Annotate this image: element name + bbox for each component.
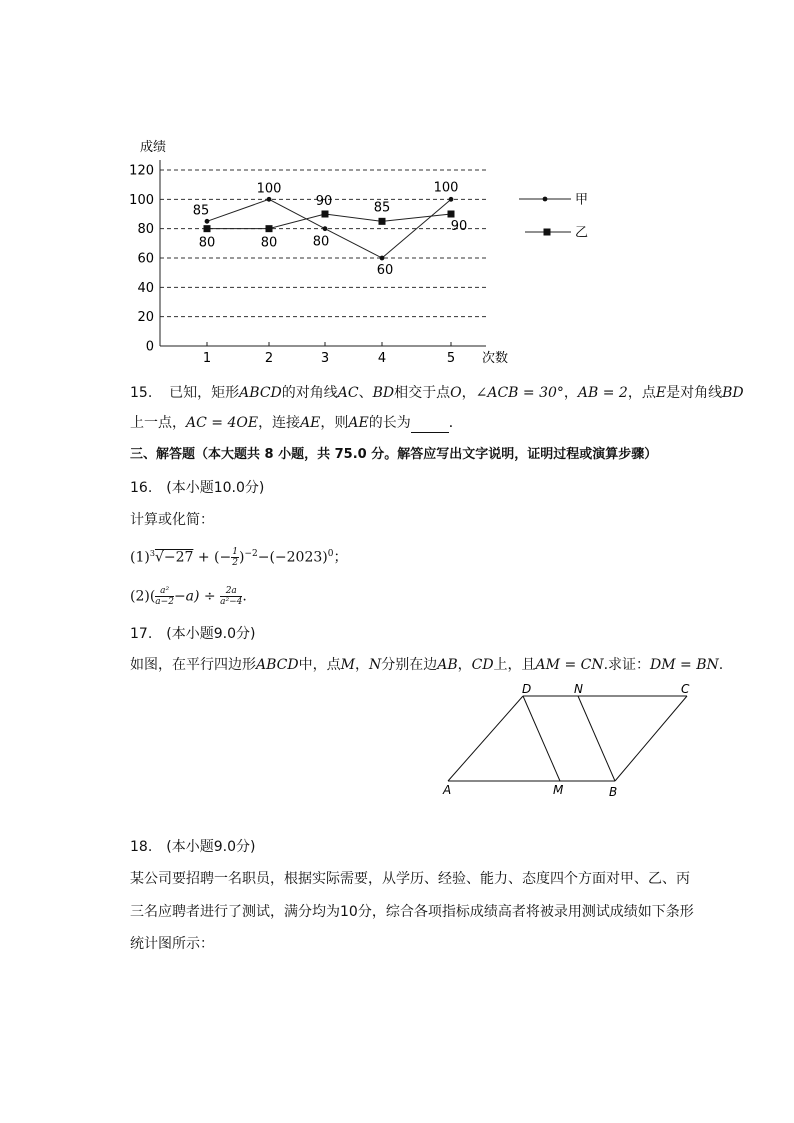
q17-math: N	[368, 657, 382, 673]
section-3-heading: 三、解答题（本大题共 8 小题，共 75.0 分。解答应写出文字说明，证明过程或演算步骤）	[130, 447, 658, 462]
q15-text: ，	[461, 385, 476, 401]
q15-math: ABCD	[239, 385, 282, 401]
legend-label-yi: 乙	[575, 225, 589, 241]
q17-text: ，	[354, 657, 369, 673]
q15-math: BD	[372, 385, 395, 401]
q16-part-2	[130, 586, 247, 607]
q15-text: 已知，矩形	[169, 385, 240, 401]
point-jia-4	[380, 256, 385, 261]
point-yi-1	[204, 225, 211, 232]
q16-fraction: $\frac{1}{2}$	[232, 547, 238, 569]
vertex-label-d: D	[522, 682, 532, 696]
q18-text-line-2: 三名应聘者进行了测试，满分均为10分，综合各项指标成绩高者将被录用测试成绩如下条形	[130, 904, 694, 920]
q16-fraction: $\frac{2a}{\text{a²−4}}$	[220, 586, 243, 607]
edge-bc	[615, 696, 687, 781]
edge-ad	[448, 696, 523, 781]
q16-text: ；	[333, 549, 348, 566]
q15-text: 上一点，	[130, 415, 186, 431]
q15-math: ∠ACB = 30°	[475, 385, 564, 401]
q17-statement	[130, 655, 723, 675]
q16-prompt: 计算或化简：	[130, 512, 214, 528]
parallelogram-figure	[430, 678, 710, 800]
data-label-yi-5: 90	[450, 219, 468, 234]
q18-header: 18. (本小题9.0分)	[130, 839, 256, 855]
vertex-label-m: M	[553, 783, 564, 797]
q16-text: .	[242, 588, 247, 605]
vertex-label-b: B	[609, 785, 618, 799]
q15-number: 15.	[130, 385, 153, 401]
data-label-jia-1: 85	[192, 203, 210, 219]
q15-text: 的长为	[368, 415, 411, 431]
data-label-jia-4: 60	[376, 263, 394, 278]
x-tick-label-3: 3	[320, 351, 330, 366]
q18-text-line-3: 统计图所示：	[130, 936, 214, 952]
point-jia-5	[449, 197, 454, 202]
x-axis-title: 次数	[482, 351, 509, 366]
q15-text: ．	[448, 415, 463, 431]
data-label-yi-4: 85	[373, 200, 391, 216]
y-tick-label-60: 60	[137, 251, 154, 267]
q16-text: −a) ÷	[173, 588, 221, 605]
data-label-yi-2: 80	[260, 235, 278, 251]
point-jia-3	[323, 226, 328, 231]
y-tick-label-80: 80	[137, 222, 154, 238]
q16-text: (2)(	[130, 588, 156, 605]
q15-text: 的对角线	[281, 385, 338, 401]
segment-dm	[523, 696, 560, 781]
q17-text: 如图，在平行四边形	[130, 657, 256, 673]
q17-math: ABCD	[256, 657, 299, 673]
q17-text: .	[718, 657, 724, 673]
y-tick-label-0: 0	[145, 339, 154, 355]
q16-part-1	[130, 544, 347, 568]
legend	[519, 193, 588, 241]
legend-label-jia: 甲	[575, 192, 589, 208]
q17-math: AM = CN	[535, 657, 604, 673]
q16-header: 16. (本小题10.0分)	[130, 480, 265, 496]
q15-text: ，连接	[258, 415, 301, 431]
q15-math: AE	[300, 415, 321, 431]
x-tick-label-5: 5	[446, 351, 456, 366]
y-tick-label-100: 100	[129, 192, 154, 208]
point-yi-4	[379, 218, 386, 225]
vertex-label-n: N	[574, 682, 583, 696]
score-line-chart	[0, 0, 794, 380]
series-line-yi	[207, 214, 451, 229]
q15-text: ，则	[320, 415, 349, 431]
q15-line-1	[130, 383, 744, 403]
vertex-label-c: C	[681, 682, 690, 696]
q17-text: 上，且	[493, 657, 536, 673]
point-jia-1	[205, 219, 210, 224]
q17-text: 分别在边	[381, 657, 438, 673]
y-axis-title: 成绩	[140, 140, 167, 155]
segment-nb	[578, 696, 615, 781]
q15-math: E	[655, 385, 667, 401]
data-label-jia-5: 100	[433, 180, 459, 196]
data-label-yi-3: 90	[315, 194, 333, 209]
point-yi-2	[266, 225, 273, 232]
data-label-jia-2: 100	[256, 181, 282, 197]
data-label-yi-1: 80	[198, 235, 216, 251]
legend-marker-dot	[543, 197, 548, 202]
x-tick-label-2: 2	[264, 351, 274, 366]
q15-math: AE	[348, 415, 369, 431]
y-tick-label-120: 120	[129, 163, 154, 179]
q15-text: ，点	[627, 385, 656, 401]
q15-text: ，	[563, 385, 578, 401]
q17-math: CD	[471, 657, 494, 673]
q17-text: 中，点	[298, 657, 341, 673]
q16-root-index: 3	[149, 549, 155, 558]
q15-math: AC	[337, 385, 359, 401]
q16-text: (1)	[130, 549, 150, 566]
q18-text-line-1: 某公司要招聘一名职员，根据实际需要，从学历、经验、能力、态度四个方面对甲、乙、丙	[130, 871, 690, 887]
q16-exponent: 0	[327, 549, 334, 559]
point-yi-5	[448, 211, 455, 218]
q16-text: )	[238, 549, 245, 566]
q16-text: −(−2023)	[257, 549, 328, 566]
q17-text: .求证：	[603, 657, 651, 673]
q16-radical: √−27	[154, 549, 194, 566]
q15-math: O	[450, 385, 462, 401]
q17-header: 17. (本小题9.0分)	[130, 626, 256, 642]
q15-math: BD	[722, 385, 744, 401]
q16-fraction: $\frac{\text{a²}}{a-2}$	[155, 586, 174, 607]
legend-marker-square	[544, 229, 551, 236]
q15-math: AB = 2	[577, 385, 628, 401]
q16-exponent: −2	[244, 549, 258, 559]
q15-answer-blank[interactable]	[411, 418, 449, 433]
q15-text: 相交于点	[394, 385, 451, 401]
q15-math: AC = 4OE	[186, 415, 259, 431]
q16-text: + (−	[193, 549, 232, 566]
q15-line-2	[130, 413, 463, 433]
q15-text: 是对角线	[666, 385, 723, 401]
point-jia-2	[267, 197, 272, 202]
y-tick-label-20: 20	[137, 310, 154, 326]
x-tick-label-1: 1	[202, 351, 212, 366]
x-tick-label-4: 4	[377, 351, 387, 366]
data-label-jia-3: 80	[312, 234, 330, 250]
q17-text: ，	[457, 657, 472, 673]
point-yi-3	[322, 211, 329, 218]
q17-math: DM = BN	[650, 657, 719, 673]
q17-math: AB	[437, 657, 458, 673]
q15-text: 、	[358, 385, 373, 401]
vertex-label-a: A	[443, 783, 452, 797]
y-tick-label-40: 40	[137, 280, 154, 296]
q17-math: M	[340, 657, 355, 673]
